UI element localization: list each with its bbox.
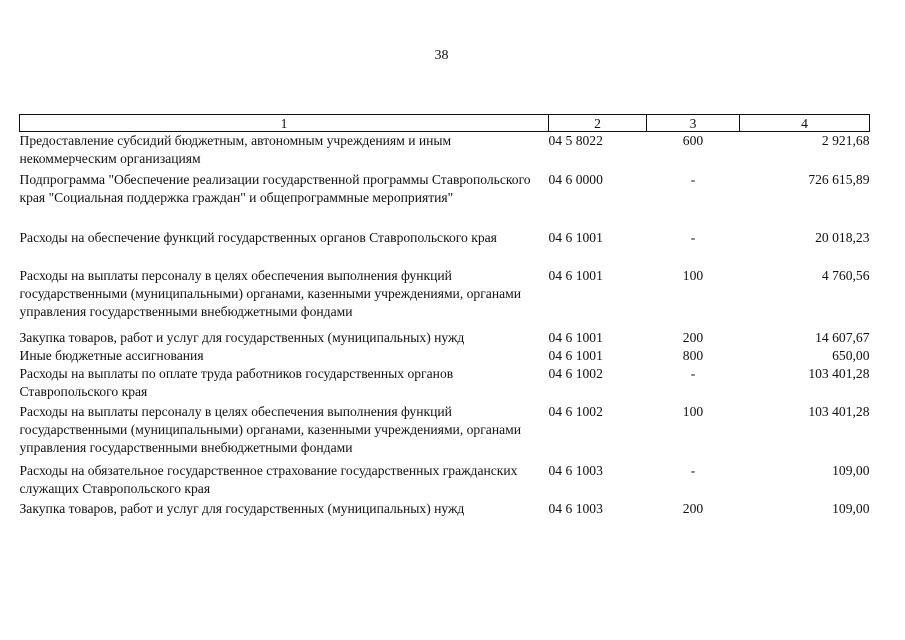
header-col-3: 3 <box>647 115 740 132</box>
row-amount: 20 018,23 <box>815 229 870 245</box>
row-code: 04 6 0000 <box>548 171 603 187</box>
row-expense-type: 800 <box>682 347 704 363</box>
row-name: Закупка товаров, работ и услуг для государственных (муниципальных) нужд <box>19 329 465 345</box>
row-expense-type: - <box>690 171 696 187</box>
row-name: Расходы на обязательное государственное страхование государственных гражданских служащих Ставропольского края <box>19 462 518 496</box>
row-name: Предоставление субсидий бюджетным, автономным учреждениям и иным некоммерческим организациям <box>19 133 452 166</box>
row-amount: 2 921,68 <box>821 133 870 148</box>
row-code: 04 6 1001 <box>548 347 603 363</box>
row-amount: 103 401,28 <box>808 365 870 381</box>
row-expense-type: 100 <box>682 403 704 419</box>
row-code: 04 5 8022 <box>548 133 603 148</box>
row-expense-type: 600 <box>682 133 704 148</box>
table-row <box>20 132 870 171</box>
page-number: 38 <box>434 48 449 63</box>
table-row <box>20 365 870 403</box>
row-code: 04 6 1001 <box>548 329 603 345</box>
header-row <box>20 115 870 132</box>
table-row <box>20 329 870 347</box>
row-code: 04 6 1003 <box>548 500 603 516</box>
row-amount: 726 615,89 <box>808 171 870 187</box>
row-name: Иные бюджетные ассигнования <box>19 347 204 363</box>
row-amount: 109,00 <box>832 462 870 478</box>
row-name: Подпрограмма "Обеспечение реализации государственной программы Ставропольского края "Социальная поддержка граждан" и общепрограммные мероприятия" <box>19 171 531 205</box>
table-body <box>20 132 870 518</box>
row-amount: 109,00 <box>832 500 870 516</box>
row-expense-type: 200 <box>682 500 704 516</box>
row-expense-type: - <box>690 462 696 478</box>
table-row <box>20 500 870 518</box>
row-amount: 103 401,28 <box>808 403 870 419</box>
row-expense-type: - <box>690 229 696 245</box>
table-header <box>20 115 870 132</box>
table-row <box>20 171 870 229</box>
row-name: Расходы на выплаты по оплате труда работников государственных органов Ставропольского края <box>19 365 454 399</box>
row-expense-type: 200 <box>682 329 704 345</box>
table-row <box>20 347 870 365</box>
row-code: 04 6 1002 <box>548 365 603 381</box>
table-row <box>20 403 870 462</box>
table-row <box>20 229 870 267</box>
row-expense-type: - <box>690 365 696 381</box>
table-row <box>20 267 870 329</box>
row-code: 04 6 1003 <box>548 462 603 478</box>
row-amount: 4 760,56 <box>821 267 870 283</box>
table-row <box>20 462 870 500</box>
row-code: 04 6 1001 <box>548 267 603 283</box>
row-amount: 14 607,67 <box>815 329 870 345</box>
row-amount: 650,00 <box>832 347 870 363</box>
row-name: Расходы на выплаты персоналу в целях обеспечения выполнения функций государственными (муниципальными) органами, казенными учреждениями, органами управления государственными внебюджетными фондами <box>19 267 522 319</box>
header-col-2: 2 <box>549 115 647 132</box>
row-name: Расходы на выплаты персоналу в целях обеспечения выполнения функций государственными (муниципальными) органами, казенными учреждениями, органами управления государственными внебюджетными фондами <box>19 403 522 455</box>
row-code: 04 6 1002 <box>548 403 603 419</box>
row-expense-type: 100 <box>682 267 704 283</box>
row-code: 04 6 1001 <box>548 229 603 245</box>
row-name: Расходы на обеспечение функций государственных органов Ставропольского края <box>19 229 497 245</box>
header-col-1: 1 <box>20 115 549 132</box>
header-col-4: 4 <box>740 115 870 132</box>
budget-table <box>19 114 870 518</box>
row-name: Закупка товаров, работ и услуг для государственных (муниципальных) нужд <box>19 500 465 516</box>
